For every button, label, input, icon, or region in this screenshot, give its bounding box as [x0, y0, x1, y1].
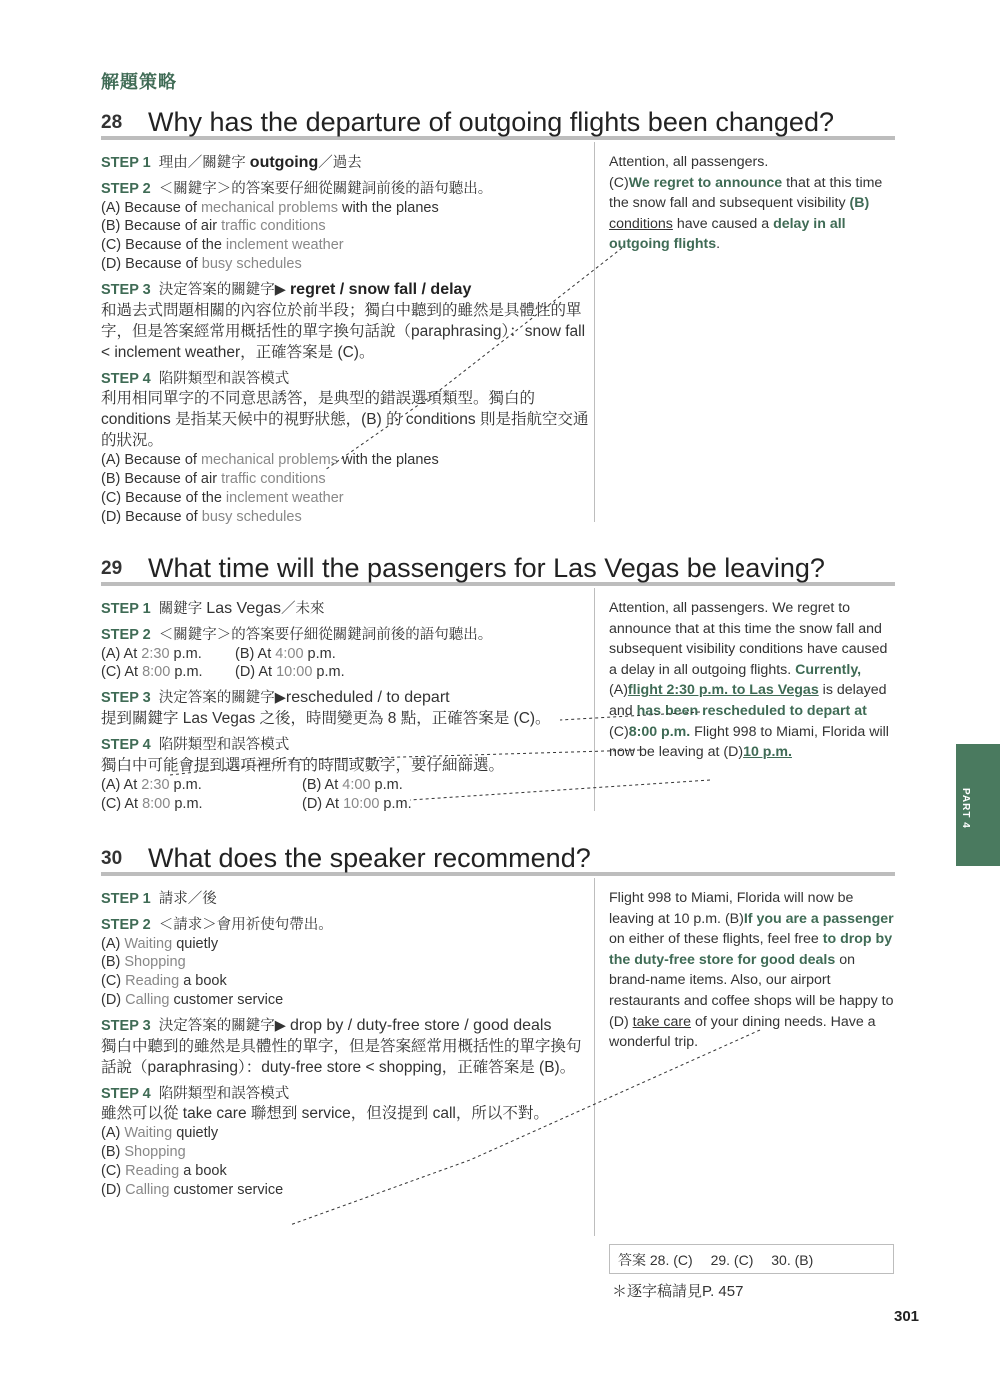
step-4-explanation: 獨白中可能會提到選項裡所有的時間或數字，要仔細篩選。	[101, 756, 505, 774]
option-b: (B) Because of air traffic conditions	[101, 218, 326, 235]
column-divider	[594, 142, 595, 522]
step-2: STEP 2 ＜請求＞會用祈使句帶出。	[101, 916, 333, 933]
step-4-explanation: 雖然可以從 take care 聯想到 service，但沒提到 call，所以不對。	[101, 1105, 549, 1123]
transcript-note: ＊逐字稿請見P. 457	[612, 1283, 744, 1300]
option-c: (C) At 8:00 p.m.	[101, 664, 203, 681]
q28-strategy	[101, 154, 593, 527]
step-3: STEP 3 決定答案的關鍵字▶ regret / snow fall / delay	[101, 280, 472, 298]
options-list-repeat: (A) At 2:30 p.m. (B) At 4:00 p.m. (C) At 8:00 p.m. (D) At 10:00 p.m.	[101, 776, 412, 812]
option-d: (D) At 10:00 p.m.	[235, 664, 345, 681]
option-b: (B) Shopping	[101, 954, 186, 971]
step-3: STEP 3 決定答案的關鍵字▶ drop by / duty-free store / good deals	[101, 1016, 552, 1034]
options-list-repeat: (A) Because of mechanical problems with the planes (B) Because of air traffic conditions (C) Because of the inclement weather (D) Because of busy schedules	[101, 452, 439, 525]
step-1: STEP 1 關鍵字 Las Vegas／未來	[101, 600, 325, 617]
question-number: 28	[101, 112, 123, 133]
step-2: STEP 2 ＜關鍵字＞的答案要仔細從關鍵詞前後的語句聽出。	[101, 626, 493, 643]
question-number: 30	[101, 848, 123, 869]
option-a: (A) At 2:30 p.m.	[101, 645, 202, 662]
step-3: STEP 3 決定答案的關鍵字▶rescheduled / to depart	[101, 689, 450, 707]
step-3-explanation: 提到關鍵字 Las Vegas 之後，時間變更為 8 點，正確答案是 (C)。	[101, 709, 551, 727]
question-30-header	[101, 832, 895, 876]
step-3-explanation: 和過去式問題相關的內容位於前半段；獨白中聽到的雖然是具體性的單字，但是答案經常用概括性的單字換句話說（paraphrasing）：snow fall < inclement weather，正確答案是 (C)。	[101, 301, 586, 361]
step-1: STEP 1 理由／關鍵字 outgoing／過去	[101, 154, 362, 171]
step-4-explanation: 利用相同單字的不同意思誘答，是典型的錯誤選項類型。獨白的 conditions 是指某天候中的視野狀態，(B) 的 conditions 則是指航空交通的狀況。	[101, 390, 589, 450]
option-c: (C) Because of the inclement weather	[101, 237, 344, 254]
options-list	[101, 645, 593, 683]
options-list	[101, 935, 593, 1010]
question-28-header	[101, 96, 895, 140]
option-d: (D) Calling customer service	[101, 991, 284, 1008]
question-text: Why has the departure of outgoing flights been changed?	[148, 107, 834, 137]
step-4: STEP 4 陷阱類型和誤答模式	[101, 1085, 290, 1102]
option-d: (D) Because of busy schedules	[101, 255, 302, 272]
option-c: (C) Reading a book	[101, 973, 227, 990]
q29-strategy	[101, 600, 593, 813]
question-number: 29	[101, 558, 123, 579]
step-3-explanation: 獨白中聽到的雖然是具體性的單字，但是答案經常用概括性的單字換句話說（paraphrasing）：duty-free store < shopping，正確答案是 (B)。	[101, 1037, 582, 1076]
q30-script: Flight 998 to Miami, Florida will now be leaving at 10 p.m. (B)If you are a passenger on either of these flights, feel free to drop by the duty-free store for good deals on brand-name items. Also, our airport restaurants and coffee shops will be happy to (D) take care of your dining needs. Have a wonderful trip.	[609, 890, 894, 1051]
question-29-header	[101, 542, 895, 586]
option-b: (B) At 4:00 p.m.	[235, 645, 336, 662]
step-1: STEP 1 請求／後	[101, 891, 217, 907]
option-a: (A) Because of mechanical problems with the planes	[101, 199, 439, 216]
question-text: What does the speaker recommend?	[148, 843, 591, 873]
step-2: STEP 2 ＜關鍵字＞的答案要仔細從關鍵詞前後的語句聽出。	[101, 180, 493, 197]
step-4: STEP 4 陷阱類型和誤答模式	[101, 736, 290, 753]
part-tab: PART 4	[956, 744, 1000, 866]
page-number: 301	[894, 1308, 920, 1325]
option-a: (A) Waiting quietly	[101, 935, 219, 952]
column-divider	[594, 588, 595, 811]
options-list-repeat: (A) Waiting quietly (B) Shopping (C) Reading a book (D) Calling customer service	[101, 1125, 284, 1198]
section-title: 解題策略	[101, 72, 177, 93]
step-4: STEP 4 陷阱類型和誤答模式	[101, 370, 290, 387]
answer-key-box: 答案 28. (C) 29. (C) 30. (B)	[609, 1244, 894, 1274]
options-list	[101, 199, 593, 274]
question-text: What time will the passengers for Las Vegas be leaving?	[148, 553, 825, 583]
q30-strategy	[101, 890, 593, 1200]
q29-script: Attention, all passengers. We regret to announce that at this time the snow fall and subsequent visibility conditions have caused a delay in all outgoing flights. Currently, (A)flight 2:30 p.m. to Las Vegas is delayed and has been rescheduled to depart at (C)8:00 p.m. Flight 998 to Miami, Florida will now be leaving at (D)10 p.m.	[609, 600, 889, 761]
q28-script: Attention, all passengers. (C)We regret to announce that at this time the snow fall and subsequent visibility (B) conditions have caused a delay in all outgoing flights.	[609, 154, 883, 253]
column-divider	[594, 878, 595, 1236]
